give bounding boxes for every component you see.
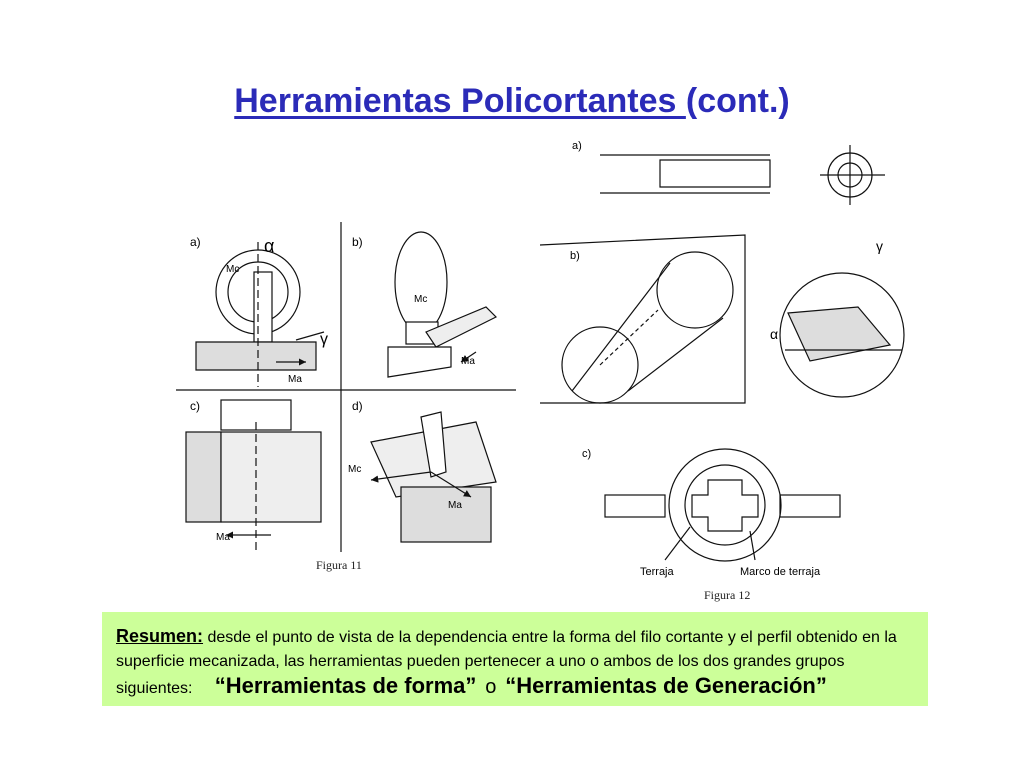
figure-11-caption: Figura 11 bbox=[316, 558, 362, 572]
slide-title bbox=[0, 82, 1024, 121]
fig12-terraja-label: Terraja bbox=[640, 566, 674, 578]
summary-box bbox=[102, 612, 928, 706]
summary-connector: o bbox=[485, 676, 497, 698]
fig11-b-ma-label: Ma bbox=[461, 356, 475, 367]
figure-11-diagram bbox=[176, 222, 516, 552]
slide-title-main: Herramientas Policortantes bbox=[234, 82, 686, 120]
fig11-panel-a: a) bbox=[190, 235, 201, 249]
fig11-d-mc-label: Mc bbox=[348, 464, 362, 475]
slide-title-suffix: (cont.) bbox=[685, 82, 790, 120]
figure-12-diagram bbox=[540, 135, 910, 585]
figure-12-caption: Figura 12 bbox=[704, 588, 751, 602]
fig11-a-alpha-label: α bbox=[264, 236, 275, 256]
fig12-panel-c: c) bbox=[582, 448, 592, 460]
summary-group-forma: “Herramientas de forma” bbox=[214, 673, 477, 698]
fig12-alpha-label: α bbox=[770, 326, 779, 342]
fig11-b-mc-label: Mc bbox=[414, 294, 428, 305]
fig11-d-ma-label: Ma bbox=[448, 500, 462, 511]
fig12-panel-a: a) bbox=[572, 140, 582, 152]
fig11-panel-d: d) bbox=[352, 399, 363, 413]
fig11-a-mc-label: Mc bbox=[226, 264, 240, 275]
fig11-panel-b: b) bbox=[352, 235, 363, 249]
fig11-a-ma-label: Ma bbox=[288, 374, 302, 385]
fig11-a-gamma-label: γ bbox=[320, 331, 328, 348]
summary-label: Resumen: bbox=[116, 626, 204, 646]
summary-group-generacion: “Herramientas de Generación” bbox=[505, 673, 827, 698]
fig11-panel-c: c) bbox=[190, 399, 200, 413]
fig12-panel-b: b) bbox=[570, 250, 580, 262]
fig11-c-ma-label: Ma bbox=[216, 532, 230, 543]
fig12-marco-label: Marco de terraja bbox=[740, 566, 821, 578]
fig12-gamma-label: γ bbox=[876, 238, 883, 254]
summary-text: desde el punto de vista de la dependencia entre la forma del filo cortante y el perfil obtenido en la superficie mecanizada, las herramientas pueden pertenecer a uno o ambos de los dos grandes grupos siguientes: bbox=[116, 629, 897, 697]
